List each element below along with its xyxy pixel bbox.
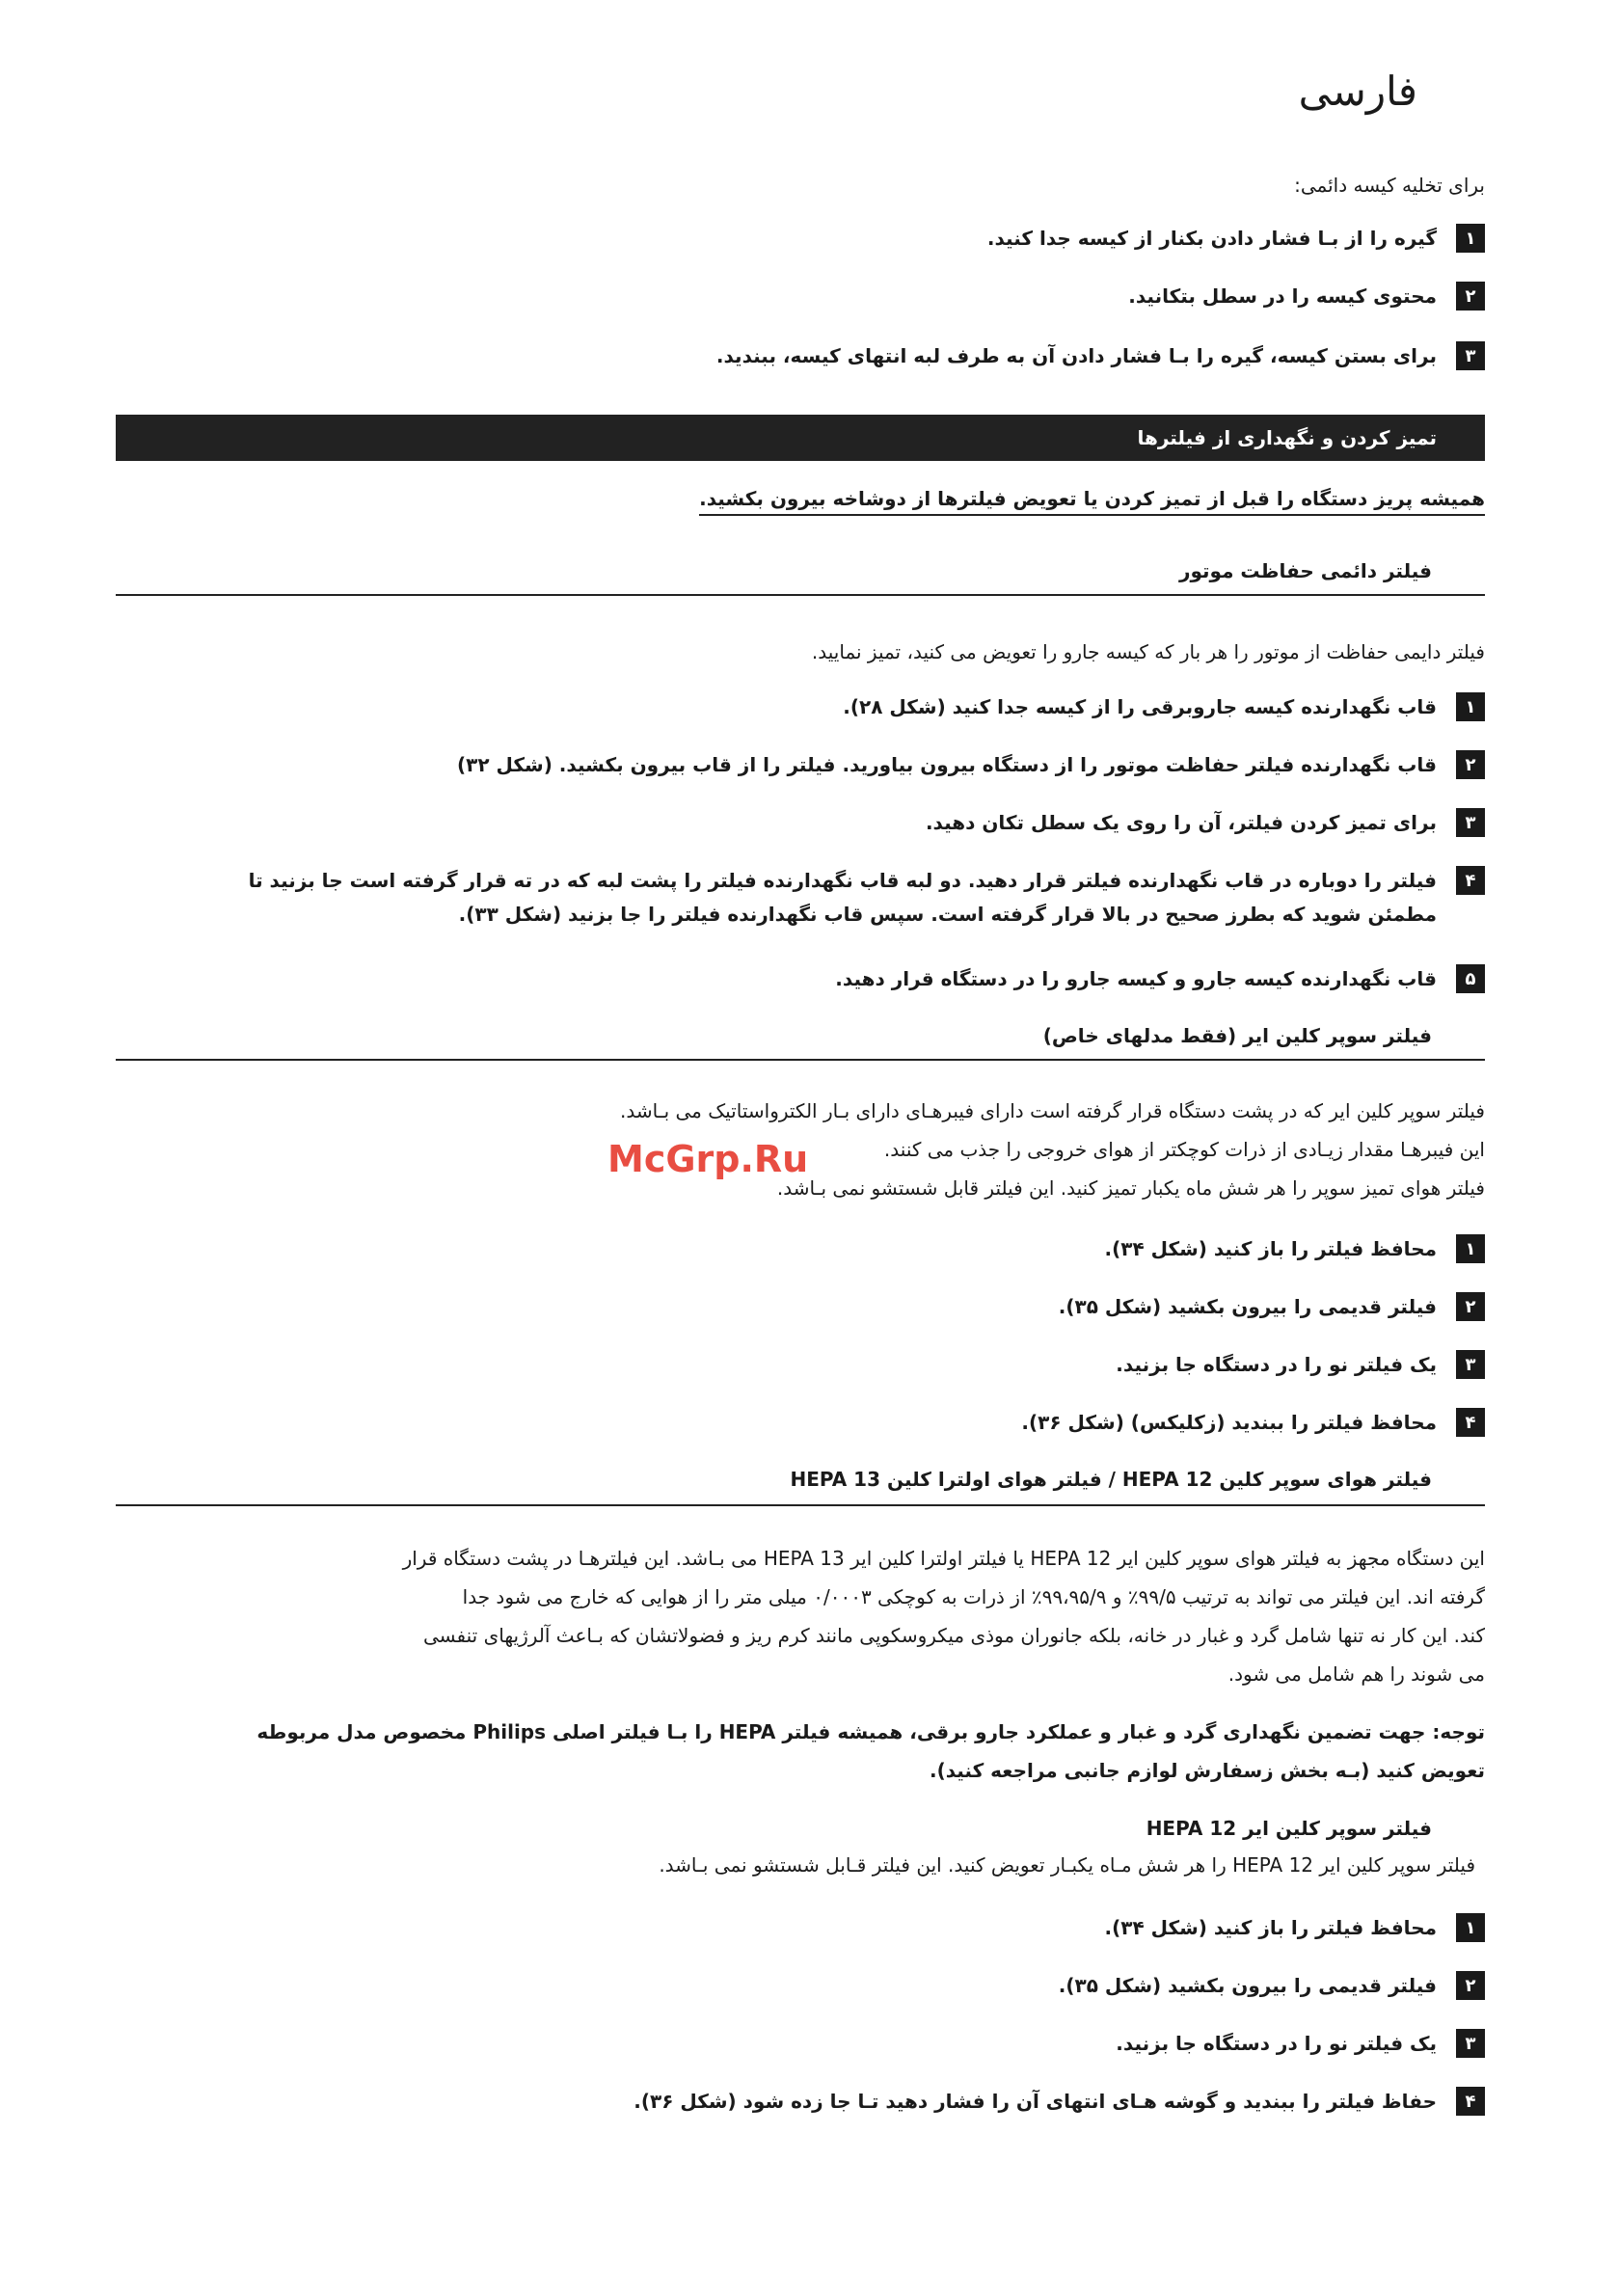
step-number: ۱ bbox=[1456, 692, 1485, 721]
step-number: ۳ bbox=[1456, 2029, 1485, 2058]
step-text: محافظ فیلتر را باز کنید (شکل ۳۴). bbox=[1104, 1916, 1437, 1939]
hepa12-heading: فیلتر سوپر کلین ایر HEPA 12 bbox=[1146, 1817, 1432, 1840]
step-text: گیره را از بـا فشار دادن بکنار از کیسه جدا کنید. bbox=[986, 227, 1437, 250]
motor-step-2 bbox=[457, 750, 1485, 784]
hepa-step-3 bbox=[1116, 2029, 1485, 2063]
step-text: قاب نگهدارنده کیسه جاروبرقی را از کیسه جدا کنید (شکل ۲۸). bbox=[843, 695, 1437, 718]
section-heading-band: تمیز کردن و نگهداری از فیلترها bbox=[116, 415, 1485, 461]
hepa-step-4 bbox=[634, 2087, 1485, 2120]
super-clean-step-1 bbox=[1104, 1234, 1485, 1268]
step-number: ۲ bbox=[1456, 1292, 1485, 1321]
step-text: فیلتر را دوباره در قاب نگهدارنده فیلتر قرار دهید. دو لبه قاب نگهدارنده فیلتر را پشت لبه که در ته قرار گرفته است جا بزنید تا bbox=[248, 869, 1437, 892]
motor-step-1 bbox=[843, 692, 1485, 726]
step-text: حفاظ فیلتر را ببندید و گوشه هـای انتهای آن را فشار دهید تـا جا زده شود (شکل ۳۶). bbox=[634, 2090, 1437, 2113]
super-clean-heading: فیلتر سوپر کلین ایر (فقط مدلهای خاص) bbox=[1042, 1024, 1432, 1047]
step-number: ۵ bbox=[1456, 964, 1485, 993]
super-clean-line-1: فیلتر سوپر کلین ایر که در پشت دستگاه قرار گرفته است دارای فیبرهـای دارای بـار الکترواستاتیک می بـاشد. bbox=[620, 1099, 1485, 1122]
step-number: ۴ bbox=[1456, 1408, 1485, 1437]
step-number: ۳ bbox=[1456, 1350, 1485, 1379]
step-text: محافظ فیلتر را باز کنید (شکل ۳۴). bbox=[1104, 1237, 1437, 1260]
motor-step-5 bbox=[835, 964, 1485, 998]
super-clean-line-2: این فیبرهـا مقدار زیـادی از ذرات کوچکتر از هوای خروجی را جذب می کنند. bbox=[883, 1138, 1485, 1161]
step-number: ۱ bbox=[1456, 224, 1485, 253]
step-text: برای تمیز کردن فیلتر، آن را روی یک سطل تکان دهید. bbox=[925, 811, 1437, 834]
hepa-step-1 bbox=[1104, 1913, 1485, 1947]
step-text-continued: مطمئن شوید که بطرز صحیح در بالا قرار گرفته است. سپس قاب نگهدارنده فیلتر را جا بزنید (شکل ۳۳). bbox=[458, 903, 1437, 926]
hepa-para-line-2: گرفته اند. این فیلتر می تواند به ترتیب ۹۹/۵٪ و ۹۹،۹۵/۹٪ از ذرات به کوچکی ۰/۰۰۰۳ میلی متر را از هوایی که خارج می شود جدا bbox=[462, 1585, 1485, 1608]
empty-bag-step-3 bbox=[716, 341, 1485, 375]
step-text: یک فیلتر نو را در دستگاه جا بزنید. bbox=[1116, 2032, 1437, 2055]
step-number: ۳ bbox=[1456, 341, 1485, 370]
divider bbox=[116, 1504, 1485, 1506]
hepa-para-line-1: این دستگاه مجهز به فیلتر هوای سوپر کلین ایر HEPA 12 یا فیلتر اولترا کلین ایر HEPA 13 می بـاشد. این فیلترهـا در پشت دستگاه قرار bbox=[402, 1547, 1485, 1570]
step-text: محافظ فیلتر را ببندید (زکلیکس) (شکل ۳۶). bbox=[1021, 1411, 1437, 1434]
divider bbox=[116, 594, 1485, 596]
hepa-heading: فیلتر هوای سوپر کلین HEPA 12 / فیلتر هوای اولترا کلین HEPA 13 bbox=[790, 1468, 1432, 1491]
empty-bag-step-2 bbox=[1128, 282, 1485, 315]
empty-bag-intro: برای تخلیه کیسه دائمی: bbox=[1294, 174, 1485, 197]
step-text: قاب نگهدارنده کیسه جارو و کیسه جارو را در دستگاه قرار دهید. bbox=[835, 967, 1437, 990]
divider bbox=[116, 1059, 1485, 1061]
warning-text bbox=[699, 487, 1485, 510]
watermark-logo: McGrp.Ru bbox=[607, 1138, 809, 1180]
language-title: فارسی bbox=[1298, 68, 1417, 115]
hepa-note-line-1: توجه: جهت تضمین نگهداری گرد و غبار و عملکرد جارو برقی، همیشه فیلتر HEPA را بـا فیلتر اصلی Philips مخصوص مدل مربوطه bbox=[256, 1720, 1485, 1743]
motor-step-4 bbox=[249, 866, 1485, 933]
hepa-para-line-3: کند. این کار نه تنها شامل گرد و غبار در خانه، بلکه جانوران موذی میکروسکوپی مانند کرم ریز و فضولاتشان که بـاعث آلرژیهای تنفسی bbox=[422, 1624, 1485, 1647]
step-number: ۲ bbox=[1456, 1971, 1485, 2000]
super-clean-line-3: فیلتر هوای تمیز سوپر را هر شش ماه یکبار تمیز کنید. این فیلتر قابل شستشو نمی بـاشد. bbox=[776, 1176, 1485, 1200]
step-text: فیلتر قدیمی را بیرون بکشید (شکل ۳۵). bbox=[1058, 1295, 1437, 1318]
hepa-step-2 bbox=[1059, 1971, 1485, 2005]
warning-underlined: همیشه پریز دستگاه را قبل از تمیز کردن یا تعویض فیلترها از دوشاخه بیرون بکشید. bbox=[699, 487, 1485, 516]
hepa-para-line-4: می شوند را هم شامل می شود. bbox=[1227, 1662, 1485, 1686]
step-text: فیلتر قدیمی را بیرون بکشید (شکل ۳۵). bbox=[1058, 1974, 1437, 1997]
step-text: قاب نگهدارنده فیلتر حفاظت موتور را از دستگاه بیرون بیاورید. فیلتر را از قاب بیرون بکشید. (شکل ۳۲) bbox=[457, 753, 1437, 776]
super-clean-step-3 bbox=[1116, 1350, 1485, 1384]
step-text: برای بستن کیسه، گیره را بـا فشار دادن آن به طرف لبه انتهای کیسه، ببندید. bbox=[715, 344, 1437, 367]
empty-bag-step-1 bbox=[987, 224, 1485, 257]
hepa-note-line-2: تعویض کنید (بـه بخش زسفارش لوازم جانبی مراجعه کنید). bbox=[929, 1759, 1485, 1782]
step-text: یک فیلتر نو را در دستگاه جا بزنید. bbox=[1116, 1353, 1437, 1376]
step-number: ۱ bbox=[1456, 1913, 1485, 1942]
step-number: ۲ bbox=[1456, 282, 1485, 311]
super-clean-step-2 bbox=[1059, 1292, 1485, 1326]
step-text-block bbox=[249, 866, 1437, 933]
motor-filter-intro: فیلتر دایمی حفاظت از موتور را هر بار که کیسه جارو را تعویض می کنید، تمیز نمایید. bbox=[811, 640, 1485, 663]
motor-filter-heading: فیلتر دائمی حفاظت موتور bbox=[1178, 559, 1432, 582]
motor-step-3 bbox=[926, 808, 1485, 842]
step-number: ۴ bbox=[1456, 866, 1485, 895]
step-text: محتوی کیسه را در سطل بتکانید. bbox=[1128, 284, 1437, 308]
step-number: ۲ bbox=[1456, 750, 1485, 779]
step-number: ۱ bbox=[1456, 1234, 1485, 1263]
step-number: ۴ bbox=[1456, 2087, 1485, 2116]
step-number: ۳ bbox=[1456, 808, 1485, 837]
super-clean-step-4 bbox=[1021, 1408, 1485, 1442]
hepa12-intro: فیلتر سوپر کلین ایر HEPA 12 را هر شش مـاه یکبـار تعویض کنید. این فیلتر قـابل شستشو نمی بـاشد. bbox=[659, 1853, 1475, 1877]
